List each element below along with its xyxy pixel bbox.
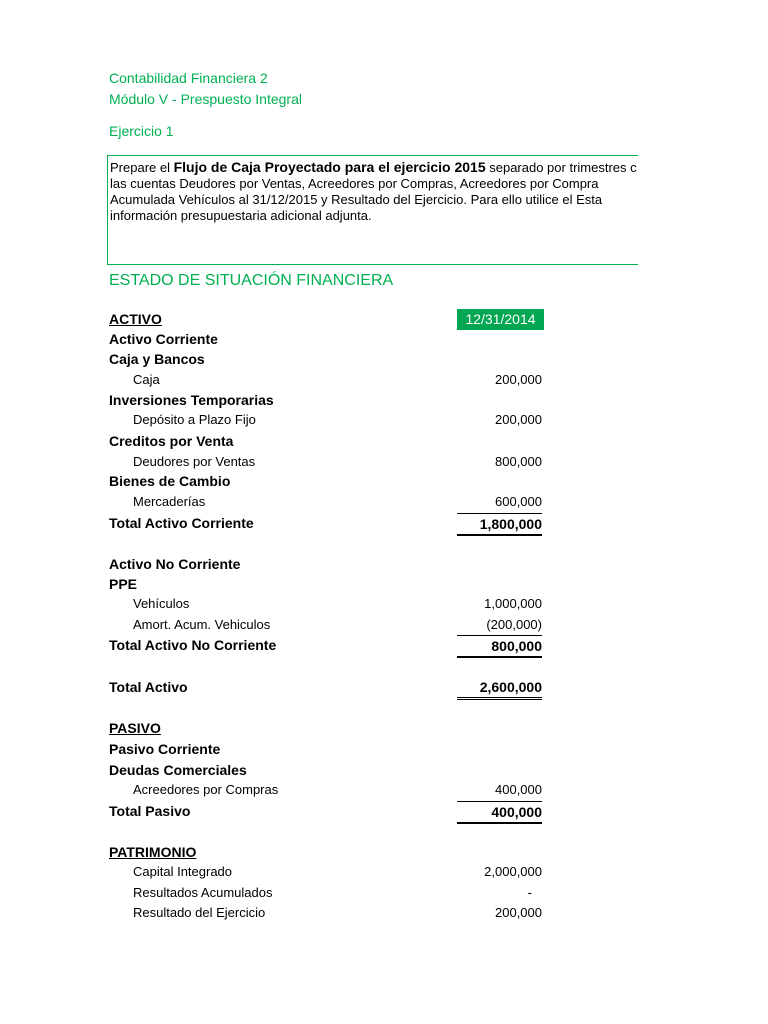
creditos-heading: Creditos por Venta: [109, 433, 234, 449]
intro-line1-bold: Flujo de Caja Proyectado para el ejercicio 2015: [173, 159, 486, 175]
amort-value: (200,000): [486, 617, 542, 632]
vehiculos-value: 1,000,000: [484, 596, 542, 611]
total-activo-no-corriente-value: 800,000: [457, 635, 542, 658]
statement-title: ESTADO DE SITUACIÓN FINANCIERA: [109, 272, 394, 289]
acreedores-value: 400,000: [495, 782, 542, 797]
exercise-title: Ejercicio 1: [109, 123, 174, 139]
caja-bancos-heading: Caja y Bancos: [109, 351, 205, 367]
mercaderias-label: Mercaderías: [133, 494, 206, 509]
resultados-acumulados-value: -: [527, 885, 532, 900]
deudas-comerciales-heading: Deudas Comerciales: [109, 762, 247, 778]
total-activo-corriente-value: 1,800,000: [457, 513, 542, 536]
total-pasivo-label: Total Pasivo: [109, 803, 191, 819]
caja-value: 200,000: [495, 372, 542, 387]
intro-line4: información presupuestaria adicional adjunta.: [110, 208, 372, 223]
activo-no-corriente-heading: Activo No Corriente: [109, 556, 241, 572]
acreedores-label: Acreedores por Compras: [133, 782, 279, 797]
resultado-ejercicio-value: 200,000: [495, 905, 542, 920]
deposito-label: Depósito a Plazo Fijo: [133, 412, 256, 427]
intro-line2: las cuentas Deudores por Ventas, Acreedores por Compras, Acreedores por Compra: [110, 176, 599, 191]
intro-line1a: Prepare el: [110, 160, 174, 175]
resultado-ejercicio-label: Resultado del Ejercicio: [133, 905, 266, 920]
date-header: 12/31/2014: [457, 309, 544, 330]
instructions-text: [110, 159, 638, 224]
total-activo-value: 2,600,000: [457, 677, 542, 700]
course-title: Contabilidad Financiera 2: [109, 70, 268, 86]
amort-label: Amort. Acum. Vehiculos: [133, 617, 271, 632]
total-pasivo-value: 400,000: [457, 801, 542, 824]
bienes-heading: Bienes de Cambio: [109, 473, 231, 489]
ppe-heading: PPE: [109, 576, 138, 592]
vehiculos-label: Vehículos: [133, 596, 190, 611]
mercaderias-value: 600,000: [495, 494, 542, 509]
activo-corriente-heading: Activo Corriente: [109, 331, 218, 347]
deudores-value: 800,000: [495, 454, 542, 469]
patrimonio-heading: PATRIMONIO: [109, 844, 197, 860]
pasivo-corriente-heading: Pasivo Corriente: [109, 741, 221, 757]
total-activo-no-corriente-label: Total Activo No Corriente: [109, 637, 277, 653]
intro-line1b: separado por trimestres c: [485, 160, 637, 175]
module-title: Módulo V - Prespuesto Integral: [109, 91, 302, 107]
capital-value: 2,000,000: [484, 864, 542, 879]
resultados-acumulados-label: Resultados Acumulados: [133, 885, 273, 900]
deposito-value: 200,000: [495, 412, 542, 427]
pasivo-heading: PASIVO: [109, 720, 161, 736]
deudores-label: Deudores por Ventas: [133, 454, 256, 469]
activo-heading: ACTIVO: [109, 311, 162, 327]
total-activo-corriente-label: Total Activo Corriente: [109, 515, 254, 531]
instructions-box: [107, 155, 638, 265]
total-activo-label: Total Activo: [109, 679, 188, 695]
inversiones-heading: Inversiones Temporarias: [109, 392, 274, 408]
capital-label: Capital Integrado: [133, 864, 233, 879]
intro-line3: Acumulada Vehículos al 31/12/2015 y Resultado del Ejercicio. Para ello utilice el Esta: [110, 192, 603, 207]
caja-label: Caja: [133, 372, 160, 387]
